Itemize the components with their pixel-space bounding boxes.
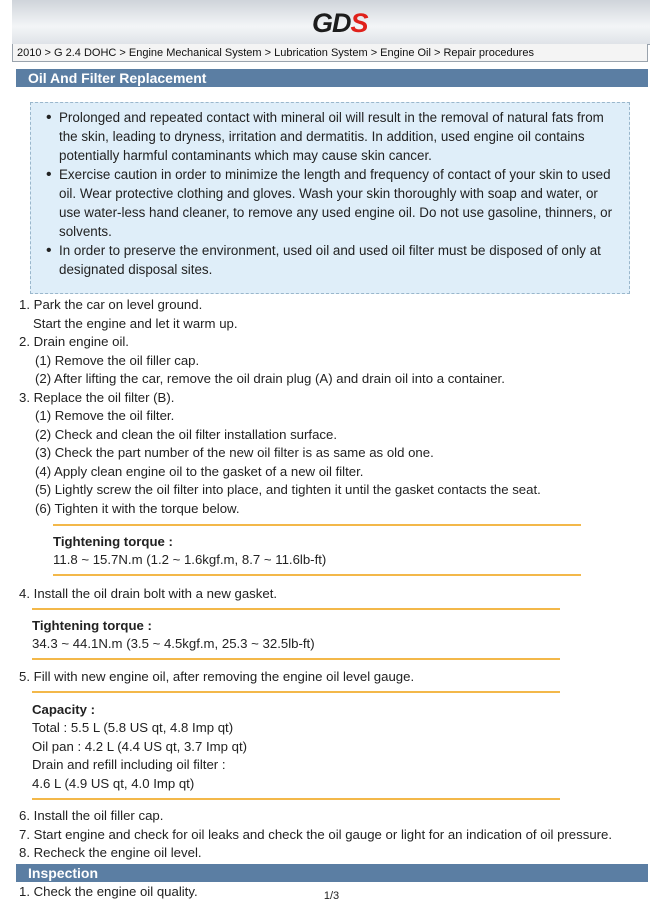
capacity-drain-refill-value: 4.6 L (4.9 US qt, 4.0 Imp qt)	[32, 776, 195, 791]
inspection-step-1: 1. Check the engine oil quality.	[19, 884, 198, 899]
caution-item: • Exercise caution in order to minimize the length and frequency of contact of your skin to used oil. Wear protective clothing and gloves. Wash your skin thoroughly with soap and water, or use water-less hand cleaner, to remove any used engine oil. Do not use gasoline, thinners, or solvents.	[59, 165, 621, 241]
step-3-3: (3) Check the part number of the new oil filter is as same as old one.	[35, 445, 434, 460]
header-banner	[12, 0, 650, 45]
step-3-5: (5) Lightly screw the oil filter into place, and tighten it until the gasket contacts the seat.	[35, 482, 541, 497]
caution-item: • In order to preserve the environment, used oil and used oil filter must be disposed of only at designated disposal sites.	[59, 241, 621, 279]
step-3-6: (6) Tighten it with the torque below.	[35, 501, 240, 516]
spec-divider	[53, 524, 581, 526]
section-title-oil-filter-replacement: Oil And Filter Replacement	[16, 69, 648, 87]
spec-value: 34.3 ~ 44.1N.m (3.5 ~ 4.5kgf.m, 25.3 ~ 32.5lb-ft)	[32, 636, 315, 651]
step-2: 2. Drain engine oil.	[19, 334, 129, 349]
step-2-2: (2) After lifting the car, remove the oil drain plug (A) and drain oil into a container.	[35, 371, 505, 386]
step-5: 5. Fill with new engine oil, after removing the engine oil level gauge.	[19, 669, 415, 684]
step-3-4: (4) Apply clean engine oil to the gasket of a new oil filter.	[35, 464, 364, 479]
step-3: 3. Replace the oil filter (B).	[19, 390, 175, 405]
spec-label: Tightening torque :	[53, 534, 173, 549]
step-6: 6. Install the oil filler cap.	[19, 808, 164, 823]
capacity-divider	[32, 798, 560, 800]
caution-box	[30, 102, 630, 294]
step-7: 7. Start engine and check for oil leaks and check the oil gauge or light for an indication of oil pressure.	[19, 827, 613, 842]
capacity-drain-refill: Drain and refill including oil filter :	[32, 757, 226, 772]
breadcrumb: 2010 > G 2.4 DOHC > Engine Mechanical System > Lubrication System > Engine Oil > Repair procedures	[12, 44, 648, 62]
gds-logo: GDS	[312, 8, 368, 38]
step-4: 4. Install the oil drain bolt with a new gasket.	[19, 586, 278, 601]
spec-divider	[53, 574, 581, 576]
step-1-detail: Start the engine and let it warm up.	[33, 316, 238, 331]
spec-divider	[32, 608, 560, 610]
spec-label: Tightening torque :	[32, 618, 152, 633]
page-number: 1/3	[323, 890, 340, 902]
step-8: 8. Recheck the engine oil level.	[19, 845, 202, 860]
spec-value: 11.8 ~ 15.7N.m (1.2 ~ 1.6kgf.m, 8.7 ~ 11.6lb-ft)	[53, 552, 327, 567]
capacity-label: Capacity :	[32, 702, 96, 717]
capacity-oil-pan: Oil pan : 4.2 L (4.4 US qt, 3.7 Imp qt)	[32, 739, 248, 754]
step-3-2: (2) Check and clean the oil filter installation surface.	[35, 427, 337, 442]
capacity-divider	[32, 691, 560, 693]
capacity-total: Total : 5.5 L (5.8 US qt, 4.8 Imp qt)	[32, 720, 234, 735]
step-2-1: (1) Remove the oil filler cap.	[35, 353, 200, 368]
caution-item: • Prolonged and repeated contact with mineral oil will result in the removal of natural fats from the skin, leading to dryness, irritation and dermatitis. In addition, used engine oil contains potentially harmful contaminants which may cause skin cancer.	[59, 108, 621, 165]
step-3-1: (1) Remove the oil filter.	[35, 408, 175, 423]
section-title-inspection: Inspection	[16, 864, 648, 882]
spec-divider	[32, 658, 560, 660]
step-1: 1. Park the car on level ground.	[19, 297, 203, 312]
